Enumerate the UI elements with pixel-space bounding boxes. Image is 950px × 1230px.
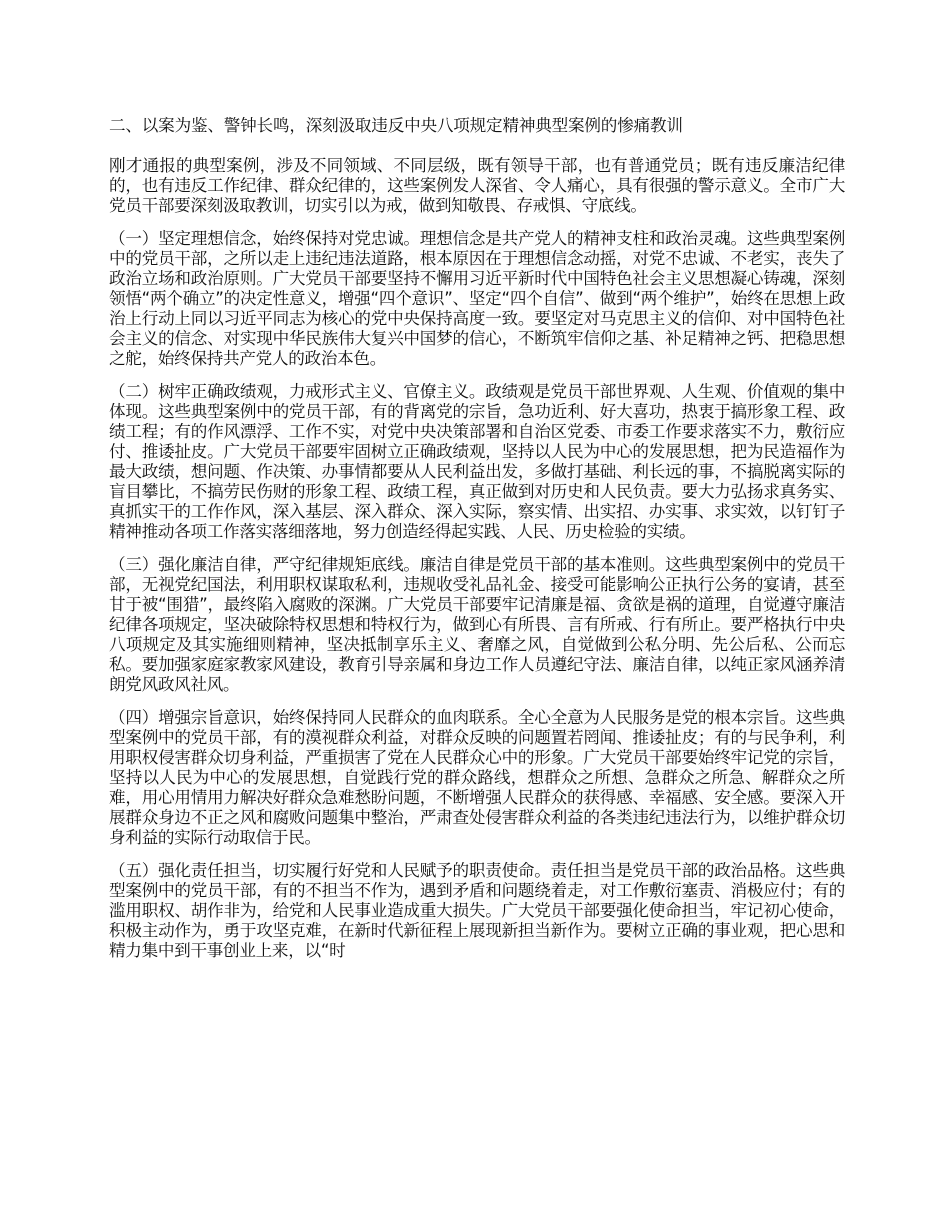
paragraph-point-4: （四）增强宗旨意识，始终保持同人民群众的血肉联系。全心全意为人民服务是党的根本宗旨。这些典型案例中的党员干部，有的漠视群众利益，对群众反映的问题置若罔闻、推诿扯皮；有的与民争利，利用职权侵害群众切身利益，严重损害了党在人民群众心中的形象。广大党员干部要始终牢记党的宗旨，坚持以人民为中心的发展思想，自觉践行党的群众路线，想群众之所想、急群众之所急、解群众之所难，用心用情用力解决好群众急难愁盼问题，不断增强人民群众的获得感、幸福感、安全感。要深入开展群众身边不正之风和腐败问题集中整治，严肃查处侵害群众利益的各类违纪违法行为，以维护群众切身利益的实际行动取信于民。 bbox=[109, 708, 845, 847]
paragraph-intro: 刚才通报的典型案例，涉及不同领域、不同层级，既有领导干部，也有普通党员；既有违反廉洁纪律的，也有违反工作纪律、群众纪律的，这些案例发人深省、令人痛心，具有很强的警示意义。全市广大党员干部要深刻汲取教训，切实引以为戒，做到知敬畏、存戒惧、守底线。 bbox=[109, 156, 845, 215]
paragraph-point-3: （三）强化廉洁自律，严守纪律规矩底线。廉洁自律是党员干部的基本准则。这些典型案例中的党员干部，无视党纪国法，利用职权谋取私利，违规收受礼品礼金、接受可能影响公正执行公务的宴请，甚至甘于被“围猎”，最终陷入腐败的深渊。广大党员干部要牢记清廉是福、贪欲是祸的道理，自觉遵守廉洁纪律各项规定，坚决破除特权思想和特权行为，做到心有所畏、言有所戒、行有所止。要严格执行中央八项规定及其实施细则精神，坚决抵制享乐主义、奢靡之风，自觉做到公私分明、先公后私、公而忘私。要加强家庭家教家风建设，教育引导亲属和身边工作人员遵纪守法、廉洁自律，以纯正家风涵养清朗党风政风社风。 bbox=[109, 555, 845, 694]
paragraph-point-5: （五）强化责任担当，切实履行好党和人民赋予的职责使命。责任担当是党员干部的政治品格。这些典型案例中的党员干部，有的不担当不作为，遇到矛盾和问题绕着走，对工作敷衍塞责、消极应付；有的滥用职权、胡作非为，给党和人民事业造成重大损失。广大党员干部要强化使命担当，牢记初心使命，积极主动作为，勇于攻坚克难，在新时代新征程上展现新担当新作为。要树立正确的事业观，把心思和精力集中到干事创业上来，以“时 bbox=[109, 861, 845, 960]
paragraph-point-1: （一）坚定理想信念，始终保持对党忠诚。理想信念是共产党人的精神支柱和政治灵魂。这些典型案例中的党员干部，之所以走上违纪违法道路，根本原因在于理想信念动摇，对党不忠诚、不老实，丧失了政治立场和政治原则。广大党员干部要坚持不懈用习近平新时代中国特色社会主义思想凝心铸魂，深刻领悟“两个确立”的决定性意义，增强“四个意识”、坚定“四个自信”、做到“两个维护”，始终在思想上政治上行动上同以习近平同志为核心的党中央保持高度一致。要坚定对马克思主义的信仰、对中国特色社会主义的信念、对实现中华民族伟大复兴中国梦的信心，不断筑牢信仰之基、补足精神之钙、把稳思想之舵，始终保持共产党人的政治本色。 bbox=[109, 229, 845, 368]
document-page bbox=[109, 116, 845, 974]
paragraph-point-2: （二）树牢正确政绩观，力戒形式主义、官僚主义。政绩观是党员干部世界观、人生观、价值观的集中体现。这些典型案例中的党员干部，有的背离党的宗旨，急功近利、好大喜功，热衷于搞形象工程、政绩工程；有的作风漂浮、工作不实，对党中央决策部署和自治区党委、市委工作要求落实不力，敷衍应付、推诿扯皮。广大党员干部要牢固树立正确政绩观，坚持以人民为中心的发展思想，把为民造福作为最大政绩，想问题、作决策、办事情都要从人民利益出发，多做打基础、利长远的事，不搞脱离实际的盲目攀比，不搞劳民伤财的形象工程、政绩工程，真正做到对历史和人民负责。要大力弘扬求真务实、真抓实干的工作作风，深入基层、深入群众、深入实际，察实情、出实招、办实事、求实效，以钉钉子精神推动各项工作落实落细落地，努力创造经得起实践、人民、历史检验的实绩。 bbox=[109, 382, 845, 541]
section-heading: 二、以案为鉴、警钟长鸣，深刻汲取违反中央八项规定精神典型案例的惨痛教训 bbox=[109, 116, 683, 135]
